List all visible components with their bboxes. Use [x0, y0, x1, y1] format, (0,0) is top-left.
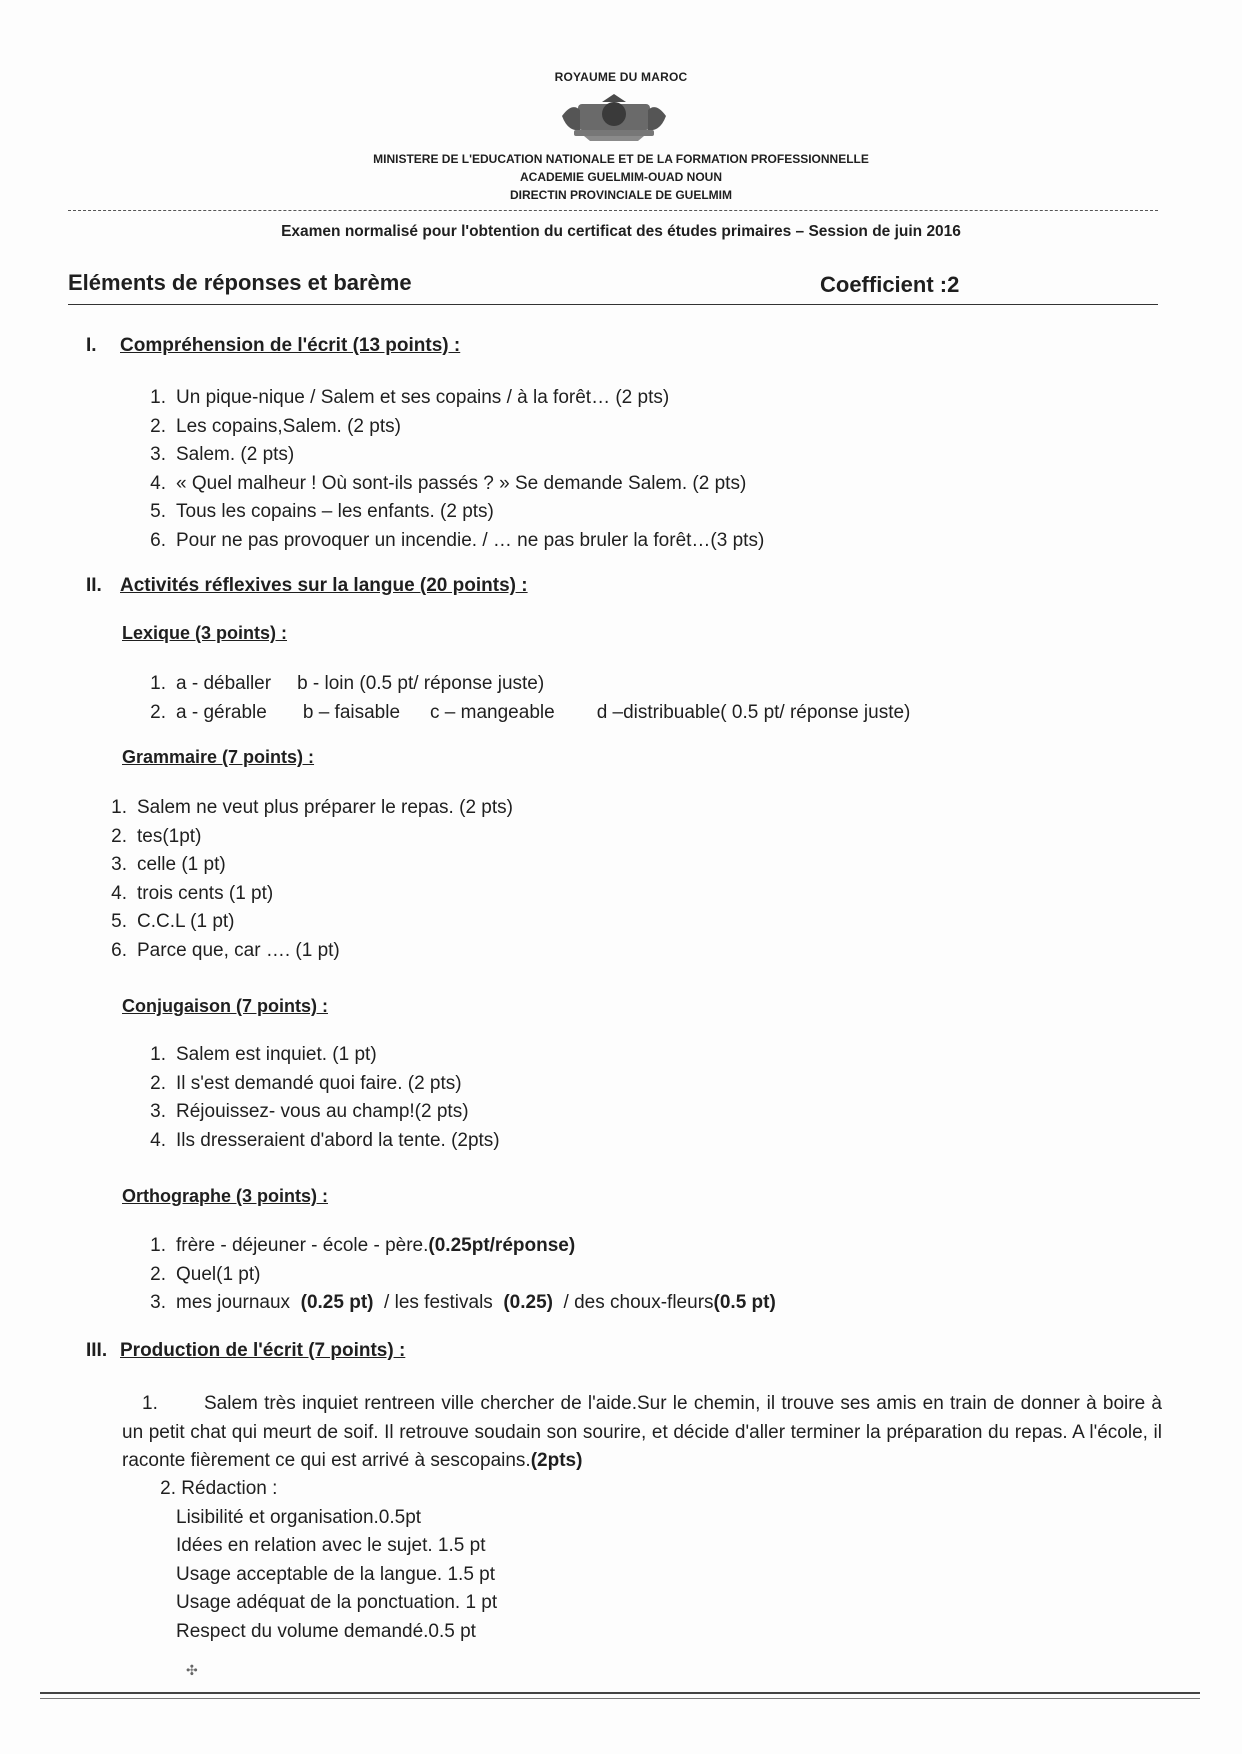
title-underline	[68, 304, 1158, 305]
section-activites-title	[86, 575, 528, 597]
list-item: 3. Salem. (2 pts)	[150, 444, 295, 465]
list-item: 4. trois cents (1 pt)	[111, 882, 274, 904]
list-item: 3. celle (1 pt)	[111, 854, 226, 875]
criterion-item: Usage adéquat de la ponctuation. 1 pt	[176, 1592, 498, 1613]
section-number: I.	[86, 335, 97, 356]
production-answer-paragraph: 1. Salem très inquiet rentreen ville chercher de l'aide.Sur le chemin, il trouve ses amis en train de donner à boire à un petit chat qui meurt de soif. Il retrouve soudain son sourire, et décide d'aller terminer la préparation du repas. A l'école, il raconte fièrement ce qui est arrivé à sescopains.(2pts)	[122, 1393, 1162, 1471]
comprehension-list	[150, 384, 765, 555]
list-item: 2. tes(1pt)	[111, 825, 202, 847]
royal-emblem-icon	[558, 92, 670, 142]
list-item: 2. Les copains,Salem. (2 pts)	[150, 415, 401, 437]
conjugaison-title: Conjugaison (7 points) :	[122, 996, 328, 1016]
exam-title: Examen normalisé pour l'obtention du certificat des études primaires – Session de juin 2016	[281, 223, 961, 240]
direction-line: DIRECTIN PROVINCIALE DE GUELMIM	[509, 188, 732, 202]
grammaire-title: Grammaire (7 points) :	[122, 747, 315, 767]
list-item: 5. C.C.L (1 pt)	[111, 911, 235, 932]
list-item: 2. Quel(1 pt)	[150, 1263, 261, 1285]
answers-title: Eléments de réponses et barème	[68, 270, 412, 295]
criterion-item: Respect du volume demandé.0.5 pt	[176, 1621, 476, 1642]
header-divider	[68, 210, 1158, 211]
list-item: 4. « Quel malheur ! Où sont-ils passés ? » Se demande Salem. (2 pts)	[150, 472, 747, 494]
section-title-text: Production de l'écrit (7 points) :	[120, 1340, 406, 1361]
criterion-item: Lisibilité et organisation.0.5pt	[176, 1507, 422, 1528]
list-item: 1. Salem est inquiet. (1 pt)	[150, 1044, 377, 1065]
kingdom-title: ROYAUME DU MAROC	[554, 70, 688, 84]
footer-divider	[40, 1692, 1200, 1699]
redaction-label: 2. Rédaction :	[160, 1478, 278, 1499]
conjugaison-list	[150, 1041, 500, 1155]
section-title-text: Activités réflexives sur la langue (20 points) :	[120, 575, 528, 596]
section-comprehension-title	[86, 335, 460, 357]
scan-mark-icon: ✣	[186, 1662, 198, 1678]
list-item: 1. Salem ne veut plus préparer le repas. (2 pts)	[111, 797, 513, 818]
section-number: III.	[86, 1340, 108, 1361]
list-item: 3. mes journaux (0.25 pt) / les festivals (0.25) / des choux-fleurs(0.5 pt)	[150, 1292, 776, 1313]
ministry-line: MINISTERE DE L'EDUCATION NATIONALE ET DE LA FORMATION PROFESSIONNELLE	[373, 152, 869, 166]
academy-line: ACADEMIE GUELMIM-OUAD NOUN	[520, 170, 722, 184]
criterion-item: Usage acceptable de la langue. 1.5 pt	[176, 1564, 496, 1585]
list-item: 5. Tous les copains – les enfants. (2 pts)	[150, 501, 494, 522]
section-title-text: Compréhension de l'écrit (13 points) :	[120, 335, 461, 356]
coefficient-label: Coefficient :2	[820, 272, 960, 297]
section-number: II.	[86, 575, 102, 596]
list-item: 6. Parce que, car …. (1 pt)	[111, 939, 340, 961]
list-item: 2. Il s'est demandé quoi faire. (2 pts)	[150, 1072, 462, 1094]
list-item: 4. Ils dresseraient d'abord la tente. (2pts)	[150, 1129, 500, 1151]
lexique-list	[150, 670, 911, 727]
section-production-title	[86, 1340, 405, 1362]
list-item: 1. a - déballer b - loin (0.5 pt/ réponse juste)	[150, 673, 545, 694]
list-item: 1. frère - déjeuner - école - père.(0.25pt/réponse)	[150, 1235, 576, 1256]
list-item: 2. a - gérable b – faisable c – mangeable d –distribuable( 0.5 pt/ réponse juste)	[150, 701, 911, 723]
list-item: 6. Pour ne pas provoquer un incendie. / … ne pas bruler la forêt…(3 pts)	[150, 529, 765, 551]
list-item: 3. Réjouissez- vous au champ!(2 pts)	[150, 1101, 469, 1122]
orthographe-title: Orthographe (3 points) :	[122, 1186, 328, 1206]
orthographe-list	[150, 1232, 776, 1318]
lexique-title: Lexique (3 points) :	[122, 623, 288, 643]
criterion-item: Idées en relation avec le sujet. 1.5 pt	[176, 1535, 486, 1556]
grammaire-list	[111, 794, 513, 965]
list-item: 1. Un pique-nique / Salem et ses copains / à la forêt… (2 pts)	[150, 387, 670, 408]
